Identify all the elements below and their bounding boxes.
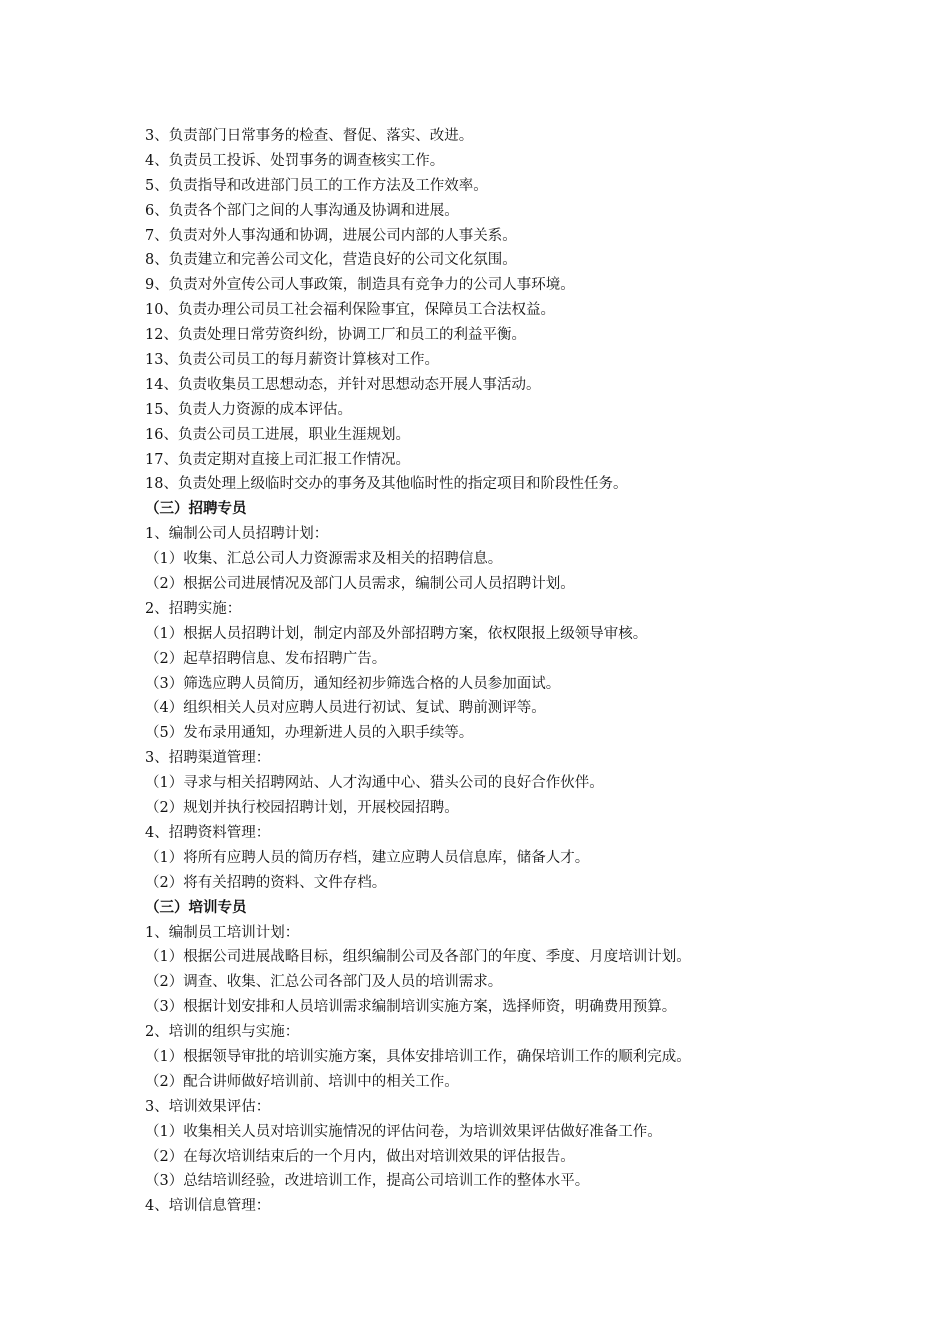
text-line: （2）规划并执行校园招聘计划，开展校园招聘。 [145, 800, 459, 817]
text-line: 13、负责公司员工的每月薪资计算核对工作。 [145, 352, 439, 369]
text-line: （2）将有关招聘的资料、文件存档。 [145, 874, 387, 891]
text-line: （1）寻求与相关招聘网站、人才沟通中心、猎头公司的良好合作伙伴。 [145, 775, 604, 792]
text-line: （3）筛选应聘人员简历，通知经初步筛选合格的人员参加面试。 [145, 675, 561, 692]
text-line: （1）根据人员招聘计划，制定内部及外部招聘方案，依权限报上级领导审核。 [145, 625, 648, 642]
text-line: （2）配合讲师做好培训前、培训中的相关工作。 [145, 1073, 459, 1090]
text-line: 1、编制公司人员招聘计划： [145, 526, 329, 543]
text-line: （2）起草招聘信息、发布招聘广告。 [145, 650, 387, 667]
text-line: 10、负责办理公司员工社会福利保险事宜，保障员工合法权益。 [145, 302, 555, 319]
text-line: 7、负责对外人事沟通和协调，进展公司内部的人事关系。 [145, 227, 517, 244]
text-line: （1）根据公司进展战略目标，组织编制公司及各部门的年度、季度、月度培训计划。 [145, 949, 691, 966]
text-line: 4、负责员工投诉、处罚事务的调查核实工作。 [145, 152, 445, 169]
text-line: 15、负责人力资源的成本评估。 [145, 401, 352, 418]
document-body [145, 124, 845, 1219]
text-line: （1）收集相关人员对培训实施情况的评估问卷，为培训效果评估做好准备工作。 [145, 1123, 662, 1140]
text-line: 2、培训的组织与实施： [145, 1024, 300, 1041]
text-line: （2）调查、收集、汇总公司各部门及人员的培训需求。 [145, 974, 503, 991]
text-line: 12、负责处理日常劳资纠纷，协调工厂和员工的利益平衡。 [145, 327, 526, 344]
text-line: 4、招聘资料管理： [145, 824, 271, 841]
text-line: 3、招聘渠道管理： [145, 750, 271, 767]
text-line: 3、培训效果评估： [145, 1098, 271, 1115]
text-line: 1、编制员工培训计划： [145, 924, 300, 941]
section-heading: （三）培训专员 [145, 898, 247, 916]
text-line: 8、负责建立和完善公司文化，营造良好的公司文化氛围。 [145, 252, 517, 269]
text-line: （3）根据计划安排和人员培训需求编制培训实施方案，选择师资，明确费用预算。 [145, 999, 677, 1016]
section-heading: （三）招聘专员 [145, 500, 247, 518]
text-line: （2）在每次培训结束后的一个月内，做出对培训效果的评估报告。 [145, 1148, 575, 1165]
text-line: 4、培训信息管理： [145, 1198, 271, 1215]
text-line: 14、负责收集员工思想动态，并针对思想动态开展人事活动。 [145, 376, 541, 393]
text-line: （4）组织相关人员对应聘人员进行初试、复试、聘前测评等。 [145, 700, 546, 717]
text-line: 17、负责定期对直接上司汇报工作情况。 [145, 451, 410, 468]
text-line: 9、负责对外宣传公司人事政策，制造具有竞争力的公司人事环境。 [145, 277, 575, 294]
text-line: （3）总结培训经验，改进培训工作，提高公司培训工作的整体水平。 [145, 1173, 590, 1190]
text-line: （5）发布录用通知，办理新进人员的入职手续等。 [145, 725, 474, 742]
text-line: （1）将所有应聘人员的简历存档，建立应聘人员信息库，储备人才。 [145, 849, 590, 866]
text-line: 3、负责部门日常事务的检查、督促、落实、改进。 [145, 128, 474, 144]
text-line: 6、负责各个部门之间的人事沟通及协调和进展。 [145, 202, 459, 219]
text-line: （1）根据领导审批的培训实施方案，具体安排培训工作，确保培训工作的顺利完成。 [145, 1048, 691, 1065]
text-line: 16、负责公司员工进展，职业生涯规划。 [145, 426, 410, 443]
text-line: 5、负责指导和改进部门员工的工作方法及工作效率。 [145, 177, 488, 194]
text-line: 2、招聘实施： [145, 600, 242, 617]
text-line: 18、负责处理上级临时交办的事务及其他临时性的指定项目和阶段性任务。 [145, 476, 628, 493]
text-line: （2）根据公司进展情况及部门人员需求，编制公司人员招聘计划。 [145, 576, 575, 593]
text-line: （1）收集、汇总公司人力资源需求及相关的招聘信息。 [145, 551, 503, 568]
